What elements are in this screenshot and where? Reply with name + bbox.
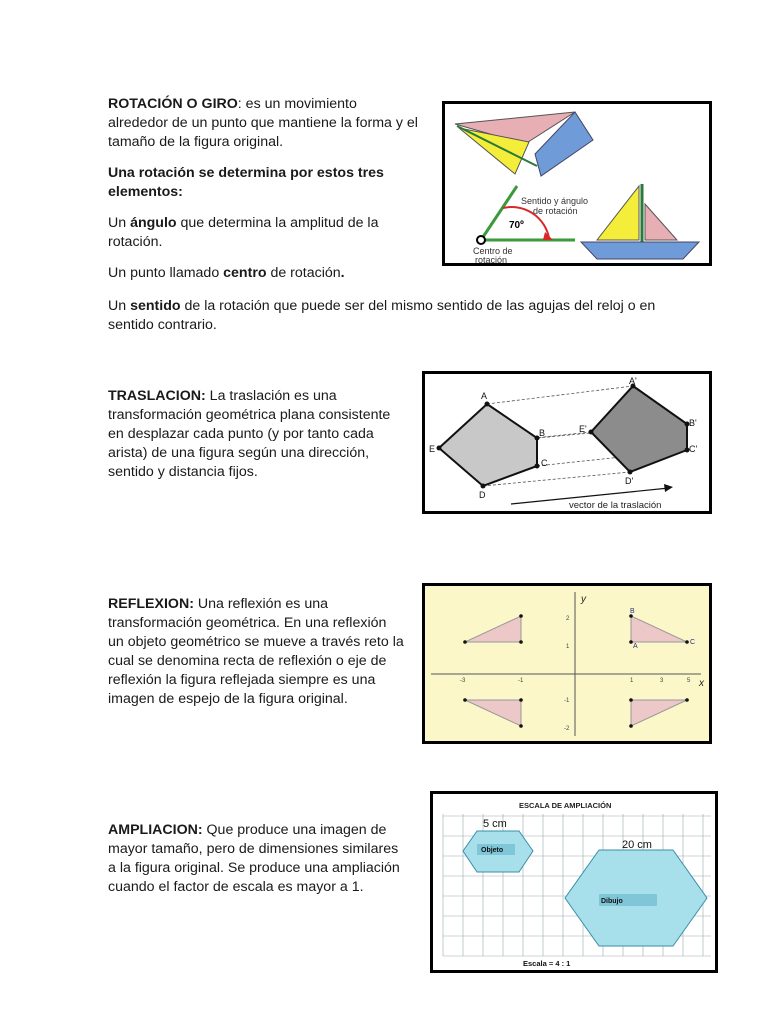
rot-angle-label: 70º bbox=[509, 220, 524, 231]
reflexion-pt-B: B bbox=[630, 608, 635, 615]
pt-E2: E' bbox=[579, 424, 587, 434]
rot-label-sentido-2: de rotación bbox=[533, 206, 578, 216]
angulo-pre: Un bbox=[108, 215, 131, 231]
centro-word: centro bbox=[223, 265, 267, 281]
upright-sail-yellow bbox=[597, 186, 639, 240]
rot-green-line bbox=[481, 186, 517, 240]
tick-ym1: -1 bbox=[564, 698, 570, 704]
rotacion-title: ROTACIÓN O GIRO bbox=[108, 96, 238, 112]
big-size-label: 20 cm bbox=[622, 839, 652, 851]
traslacion-original-shape bbox=[439, 404, 537, 486]
rotacion-intro-text: : es un movimiento alrededor de un punto que mantiene la forma y el tamaño de la figura original. bbox=[108, 96, 418, 150]
tick-xm3: -3 bbox=[460, 678, 466, 684]
small-size-label: 5 cm bbox=[483, 818, 507, 830]
reflexion-pt-C: C bbox=[690, 639, 696, 646]
reflexion-figure bbox=[422, 583, 712, 744]
tick-x1: 1 bbox=[630, 678, 634, 684]
pt-B: B bbox=[539, 428, 546, 438]
big-hexagon-label: Dibujo bbox=[601, 898, 623, 905]
reflexion-y-label: y bbox=[581, 594, 586, 605]
rot-center-point bbox=[477, 236, 485, 244]
tick-ym2: -2 bbox=[564, 726, 570, 732]
rotacion-intro bbox=[108, 95, 418, 152]
rotacion-sentido bbox=[108, 297, 668, 335]
rotacion-centro bbox=[108, 264, 428, 283]
tick-x5: 5 bbox=[687, 678, 691, 684]
tick-x3: 3 bbox=[660, 678, 664, 684]
traslacion-vector-label: vector de la traslación bbox=[569, 500, 662, 511]
ampliacion-title-label: ESCALA DE AMPLIACIÓN bbox=[519, 801, 612, 810]
reflexion-title: REFLEXION: bbox=[108, 596, 194, 612]
pt-D: D bbox=[479, 490, 486, 500]
traslacion-text bbox=[108, 387, 408, 482]
tick-y1: 1 bbox=[566, 644, 570, 650]
reflexion-text bbox=[108, 595, 404, 709]
pt-A: A bbox=[481, 391, 488, 401]
ampliacion-scale: Escala = 4 : 1 bbox=[523, 959, 571, 968]
ampliacion-title: AMPLIACION: bbox=[108, 822, 203, 838]
ampliacion-text bbox=[108, 821, 408, 897]
pt-B2: B' bbox=[689, 418, 697, 428]
centro-pre: Un punto llamado bbox=[108, 265, 224, 281]
sentido-post: de la rotación que puede ser del mismo sentido de las agujas del reloj o en sentido contrario. bbox=[108, 298, 656, 333]
rot-label-sentido-1: Sentido y ángulo bbox=[521, 196, 589, 206]
traslacion-body: La traslación es una transformación geométrica plana consistente en desplazar cada punto (y por tanto cada arista) de una figura según una dirección, sentido y distancia fijos. bbox=[108, 388, 391, 480]
pt-E: E bbox=[429, 444, 436, 454]
upright-hull bbox=[581, 242, 699, 259]
upright-sail-pink bbox=[645, 204, 677, 240]
centro-post: de rotación bbox=[266, 265, 341, 281]
traslacion-vector-head bbox=[664, 484, 673, 492]
rotacion-elements-heading bbox=[108, 164, 408, 202]
pt-C2: C' bbox=[689, 444, 698, 454]
centro-dot: . bbox=[340, 265, 345, 281]
traslacion-title: TRASLACION: bbox=[108, 388, 206, 404]
traslacion-figure bbox=[422, 371, 712, 514]
rot-label-centro-1: Centro de bbox=[473, 246, 513, 256]
reflexion-x-label: x bbox=[699, 678, 704, 689]
traslacion-figure-svg bbox=[425, 374, 709, 511]
pt-D2: D' bbox=[625, 476, 634, 486]
pt-C: C bbox=[541, 458, 548, 468]
small-hexagon-label: Objeto bbox=[481, 847, 504, 854]
rotacion-angulo bbox=[108, 214, 398, 252]
rotacion-figure bbox=[442, 101, 712, 266]
reflexion-figure-svg bbox=[425, 586, 709, 741]
reflexion-body: Una reflexión es una transformación geométrica. En una reflexión un objeto geométrico se mueve a través reto la cual se denomina recta de reflexión o eje de reflexión la figura reflejada siempre es una imagen de espejo de la figura original. bbox=[108, 596, 404, 707]
rot-label-centro-2: rotación bbox=[475, 255, 508, 263]
ampliacion-figure-svg bbox=[433, 794, 715, 970]
ampliacion-figure bbox=[430, 791, 718, 973]
tick-xm1: -1 bbox=[518, 678, 524, 684]
reflexion-bg bbox=[425, 586, 709, 741]
rotacion-elements-heading-text: Una rotación se determina por estos tres elementos: bbox=[108, 165, 384, 200]
pt-A2: A' bbox=[629, 376, 637, 386]
ampliacion-body: Que produce una imagen de mayor tamaño, pero de dimensiones similares a la figura original. Se produce una ampliación cuando el factor de escala es mayor a 1. bbox=[108, 822, 400, 895]
angulo-post: que determina la amplitud de la rotación. bbox=[108, 215, 379, 250]
angulo-word: ángulo bbox=[130, 215, 177, 231]
traslacion-translated-shape bbox=[591, 386, 687, 472]
rotacion-figure-svg bbox=[445, 104, 709, 263]
sentido-pre: Un bbox=[108, 298, 131, 314]
tick-y2: 2 bbox=[566, 616, 570, 622]
reflexion-pt-A: A bbox=[633, 643, 638, 650]
sentido-word: sentido bbox=[130, 298, 181, 314]
